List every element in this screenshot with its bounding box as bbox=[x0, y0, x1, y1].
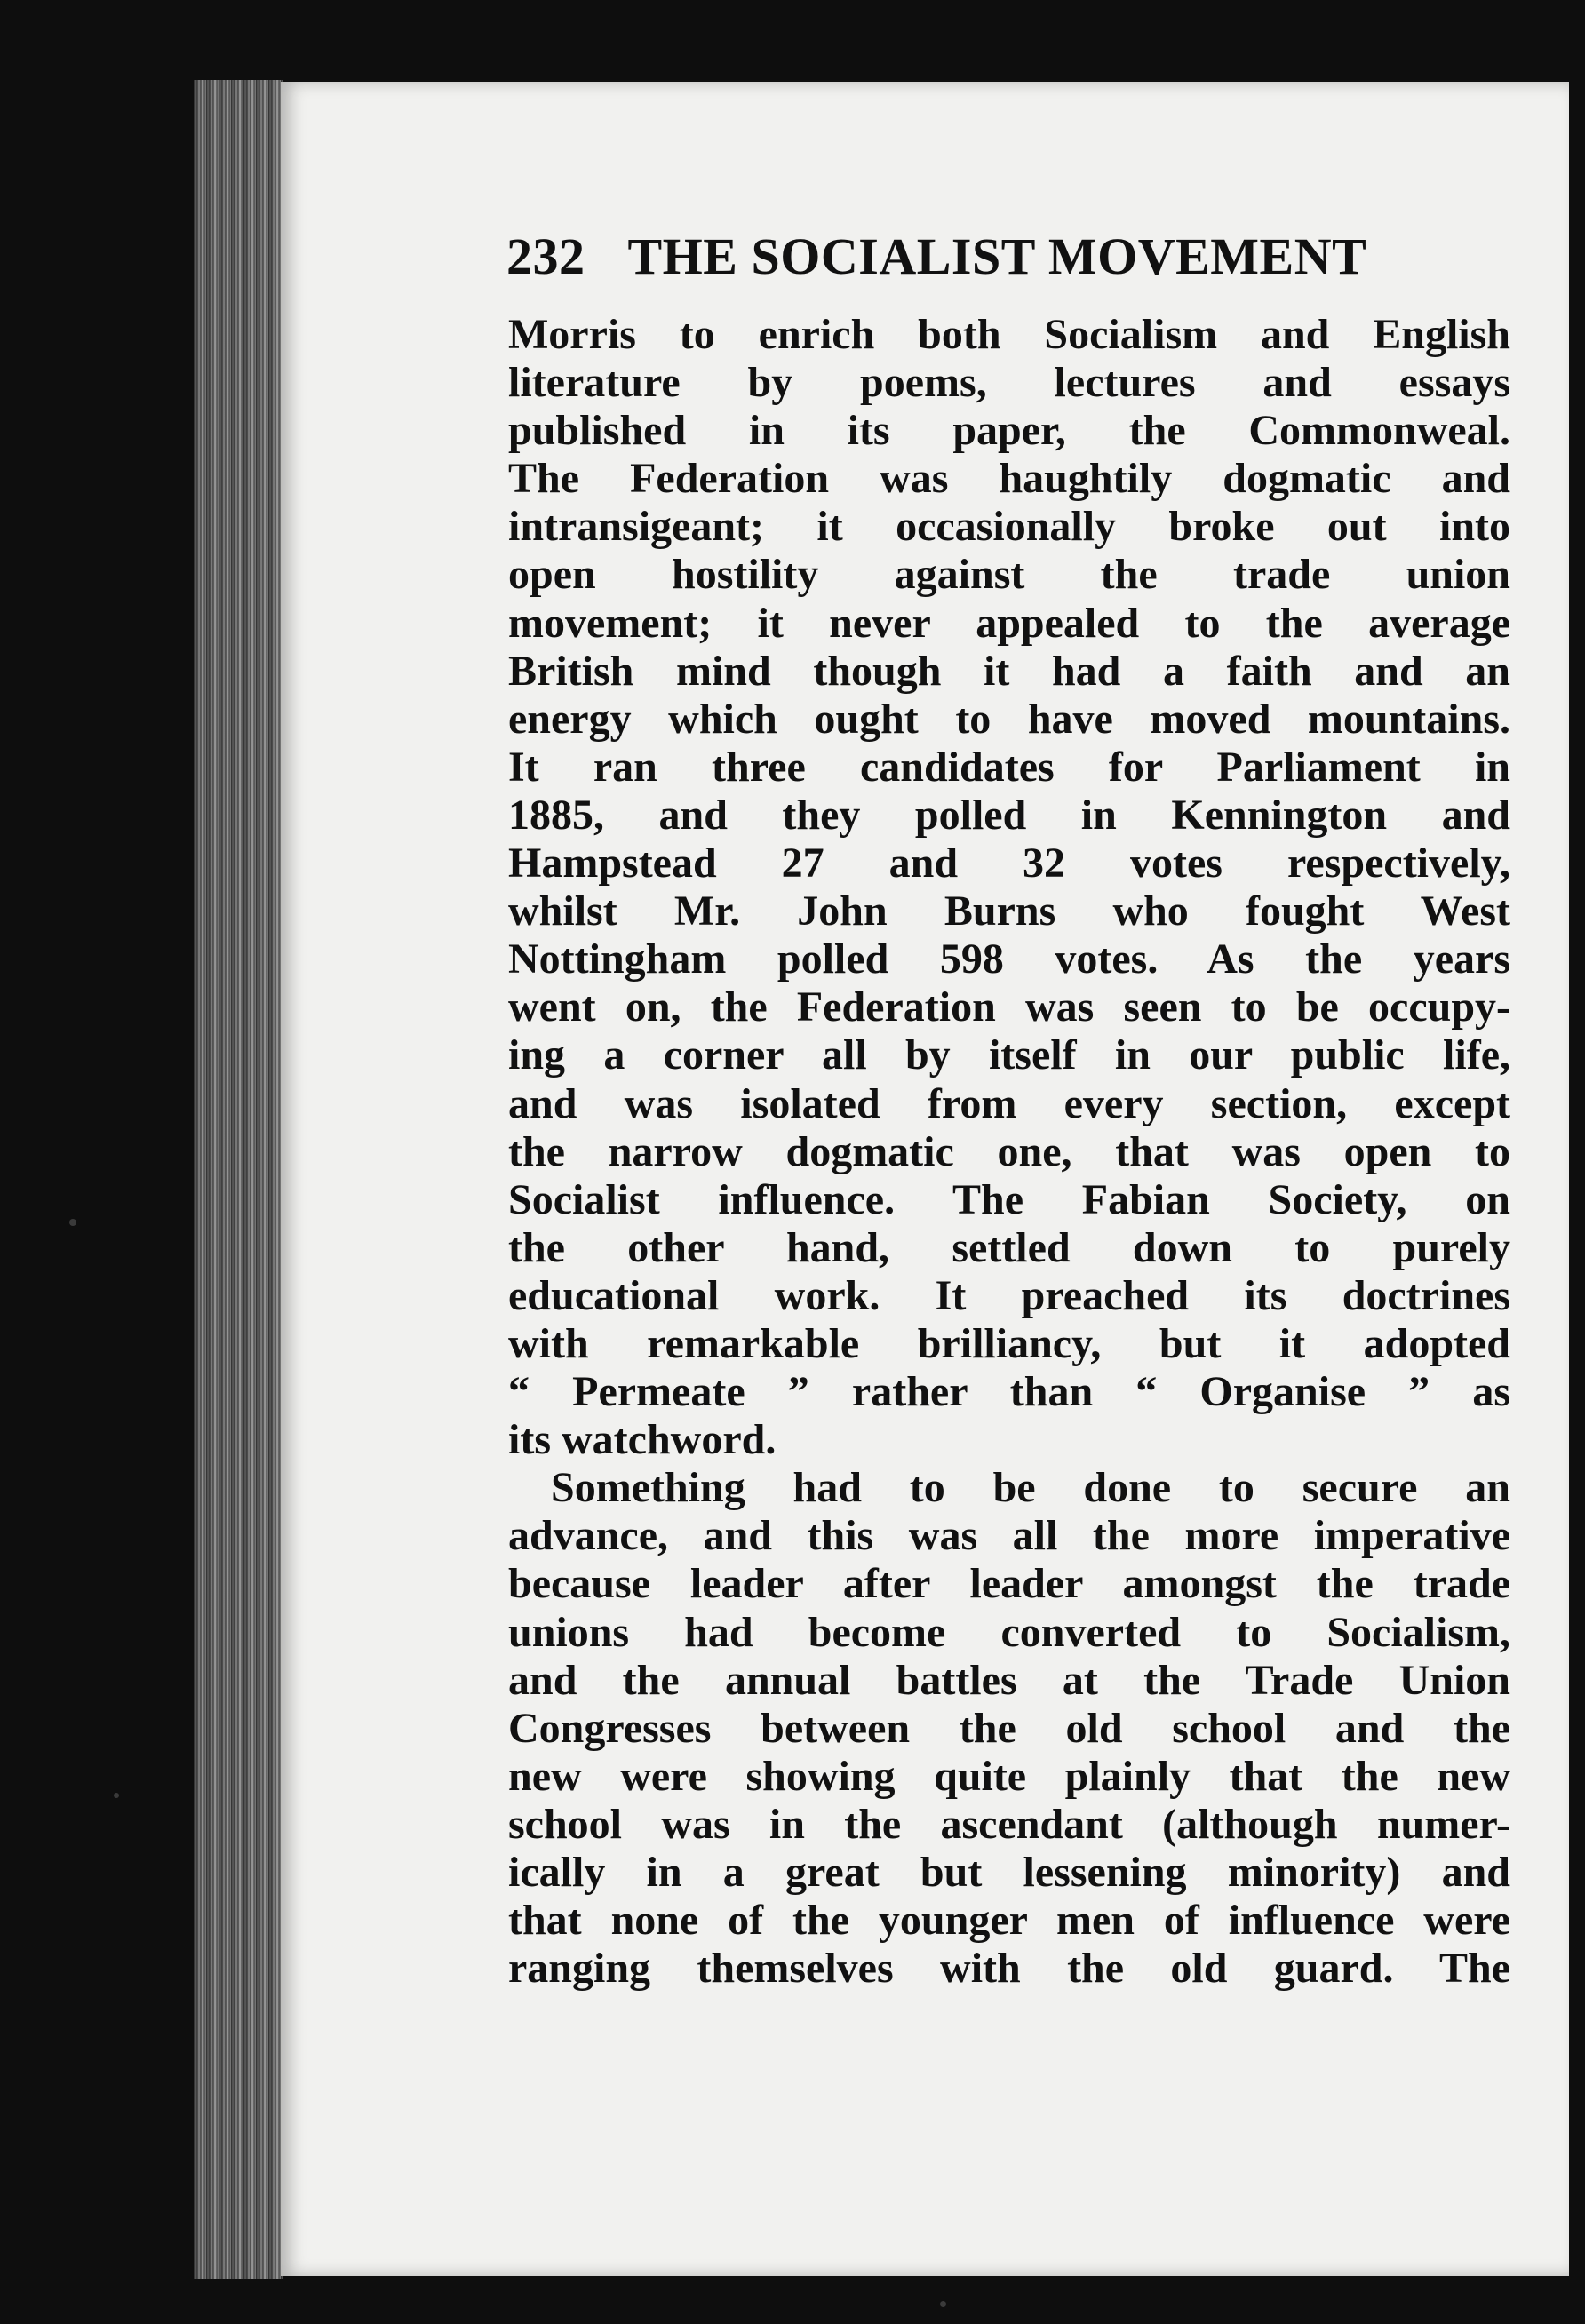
text-line: advance, and this was all the more imperative bbox=[508, 1512, 1510, 1560]
text-line: with remarkable brilliancy, but it adopted bbox=[508, 1319, 1510, 1367]
text-line: Socialist influence. The Fabian Society, on bbox=[508, 1175, 1510, 1223]
text-line: energy which ought to have moved mountains. bbox=[508, 695, 1510, 743]
text-line: literature by poems, lectures and essays bbox=[508, 359, 1510, 407]
scan-speck bbox=[940, 2301, 946, 2307]
running-title: THE SOCIALIST MOVEMENT bbox=[627, 227, 1367, 285]
text-line: educational work. It preached its doctrines bbox=[508, 1271, 1510, 1319]
text-line: because leader after leader amongst the trade bbox=[508, 1560, 1510, 1608]
text-line: ranging themselves with the old guard. The bbox=[508, 1945, 1510, 1993]
text-line: published in its paper, the Commonweal. bbox=[508, 407, 1510, 455]
text-line: Morris to enrich both Socialism and English bbox=[508, 311, 1510, 358]
body-text bbox=[508, 311, 1510, 1993]
text-line: open hostility against the trade union bbox=[508, 551, 1510, 599]
text-line: went on, the Federation was seen to be occupy- bbox=[508, 983, 1510, 1031]
text-line: whilst Mr. John Burns who fought West bbox=[508, 887, 1510, 935]
paragraph-start-line: Something had to be done to secure an bbox=[551, 1464, 1510, 1512]
text-line: movement; it never appealed to the average bbox=[508, 599, 1510, 647]
text-line: ically in a great but lessening minority) and bbox=[508, 1849, 1510, 1896]
text-line: “ Permeate ” rather than “ Organise ” as bbox=[508, 1368, 1510, 1416]
text-line: 1885, and they polled in Kennington and bbox=[508, 791, 1510, 839]
page-number: 232 bbox=[506, 227, 585, 285]
paragraph-end-line: its watchword. bbox=[508, 1416, 777, 1464]
text-line: new were showing quite plainly that the new bbox=[508, 1752, 1510, 1800]
text-line: Hampstead 27 and 32 votes respectively, bbox=[508, 840, 1510, 887]
text-line: that none of the younger men of influence were bbox=[508, 1897, 1510, 1945]
scan-speck bbox=[69, 1219, 76, 1226]
text-line: The Federation was haughtily dogmatic and bbox=[508, 455, 1510, 503]
book-page-edges bbox=[194, 80, 283, 2279]
text-line: British mind though it had a faith and an bbox=[508, 647, 1510, 695]
running-header bbox=[506, 227, 1395, 289]
text-line: Congresses between the old school and the bbox=[508, 1704, 1510, 1752]
text-line: and the annual battles at the Trade Union bbox=[508, 1656, 1510, 1704]
text-line: the other hand, settled down to purely bbox=[508, 1223, 1510, 1271]
text-line: It ran three candidates for Parliament in bbox=[508, 743, 1510, 791]
text-line: and was isolated from every section, except bbox=[508, 1079, 1510, 1127]
text-line: unions had become converted to Socialism, bbox=[508, 1608, 1510, 1656]
text-line: Nottingham polled 598 votes. As the years bbox=[508, 935, 1510, 983]
text-line: intransigeant; it occasionally broke out into bbox=[508, 503, 1510, 551]
text-line: school was in the ascendant (although numer- bbox=[508, 1800, 1510, 1848]
text-line: ing a corner all by itself in our public life, bbox=[508, 1031, 1510, 1079]
scan-speck bbox=[114, 1793, 119, 1798]
text-line: the narrow dogmatic one, that was open to bbox=[508, 1127, 1510, 1175]
